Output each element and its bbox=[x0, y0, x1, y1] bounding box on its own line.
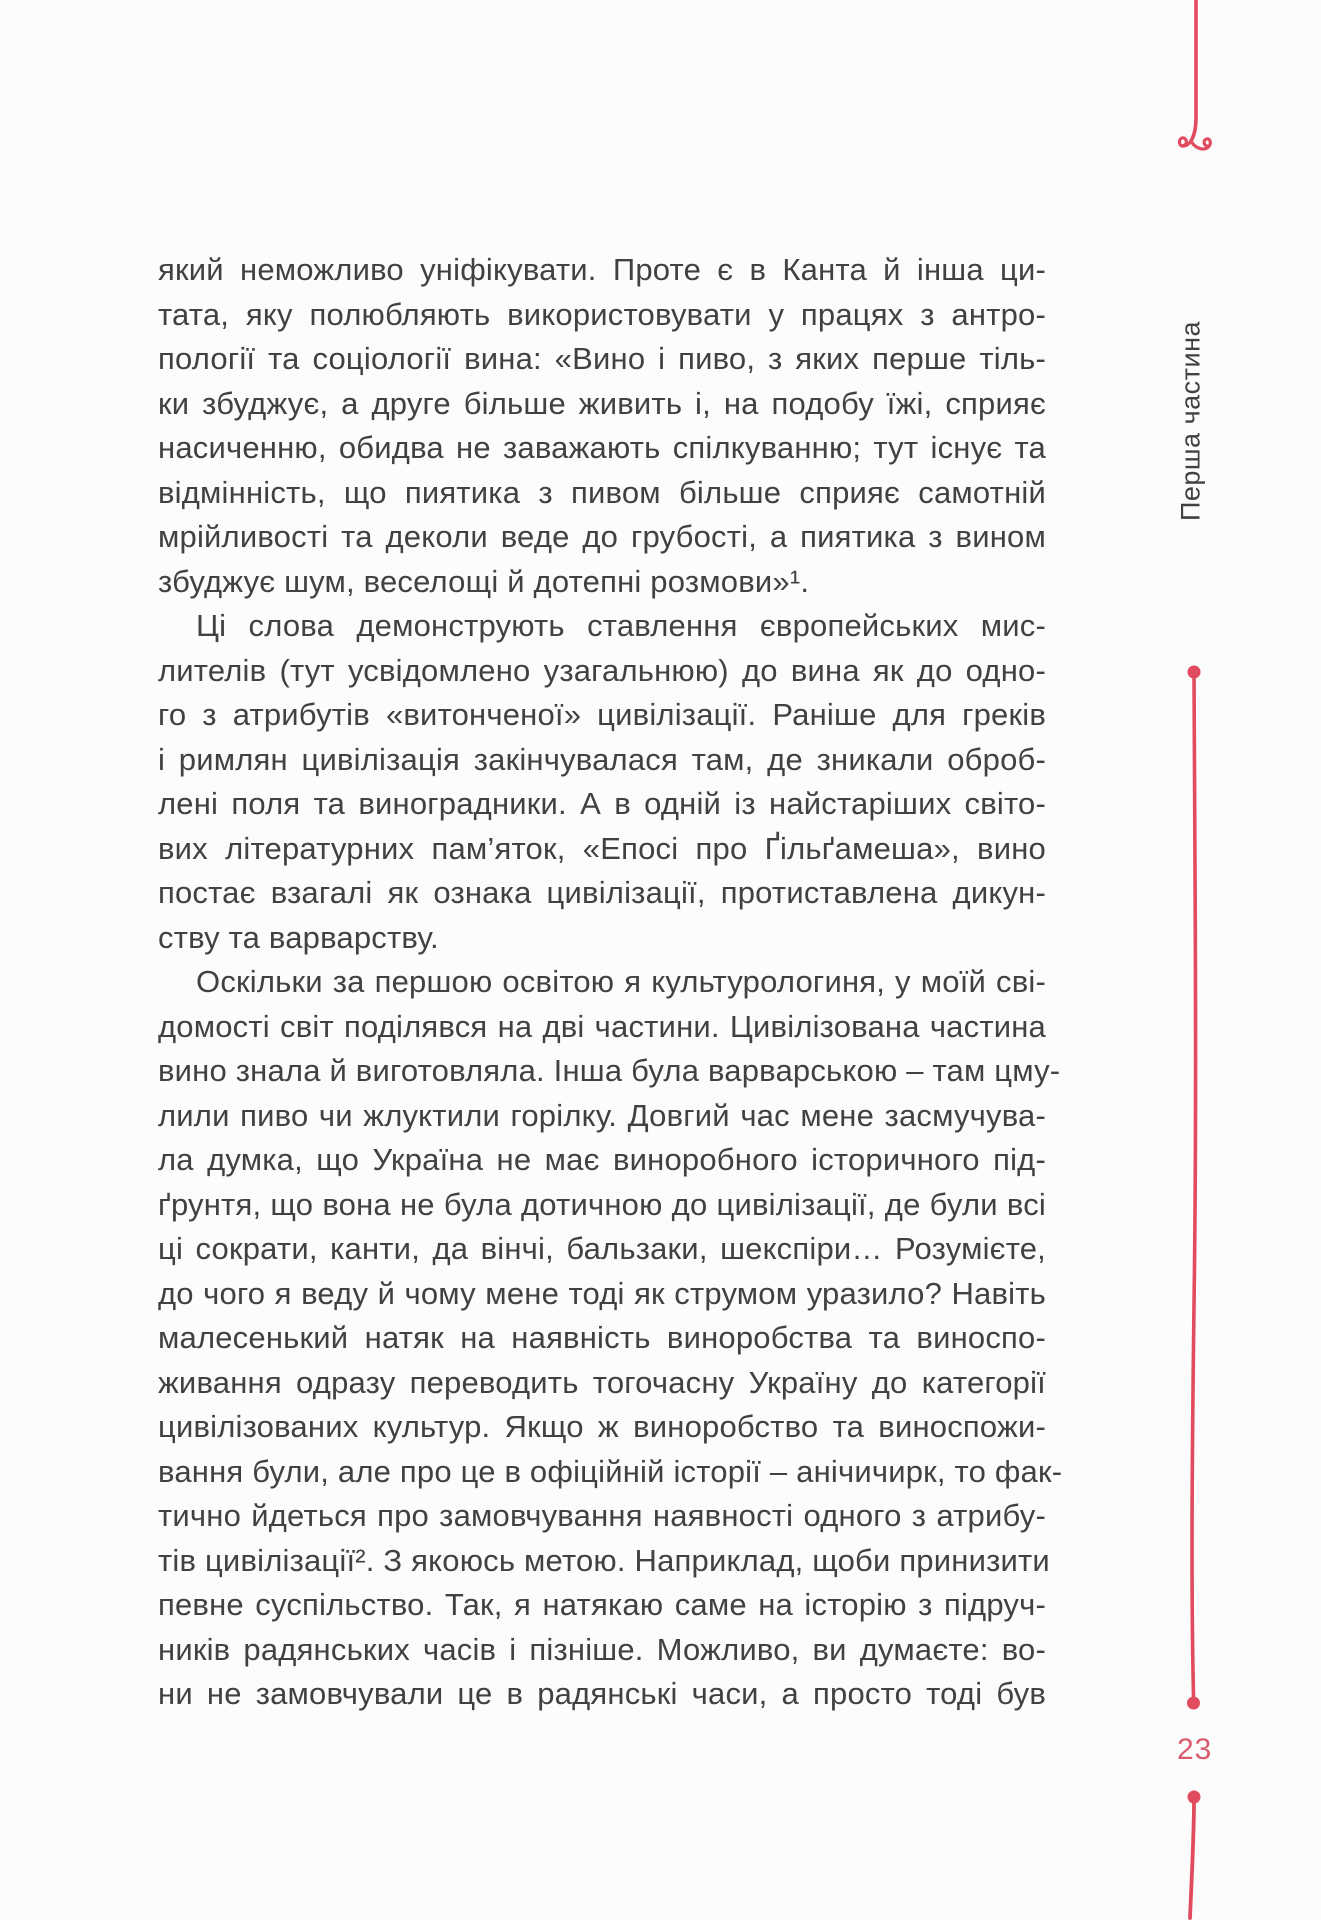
text-line: постає взагалі як ознака цивілізації, протиставлена дикун- bbox=[158, 875, 1046, 910]
text-line: відмінність, що пиятика з пивом більше сприяє самотній bbox=[158, 474, 1046, 510]
text-line: збуджує шум, веселощі й дотепні розмови»¹. bbox=[158, 563, 810, 599]
flourish-ornament-icon bbox=[1178, 0, 1218, 185]
text-line: і римлян цивілізація закінчувалася там, де зникали оброб- bbox=[158, 741, 1046, 777]
text-line: тично йдеться про замовчування наявності одного з атрибу- bbox=[158, 1498, 1046, 1533]
text-line: цивілізованих культур. Якщо ж виноробство та виноспожи- bbox=[158, 1409, 1046, 1444]
text-line: лені поля та виноградники. А в одній із найстаріших світо- bbox=[158, 786, 1046, 821]
text-line: Ці слова демонструють ставлення європейських мис- bbox=[196, 608, 1046, 643]
text-line: ґрунтя, що вона не була дотичною до цивілізації, де були всі bbox=[158, 1186, 1046, 1222]
body-text bbox=[158, 248, 1063, 1717]
text-line: тата, яку полюбляють використовувати у працях з антро- bbox=[158, 296, 1046, 332]
section-label: Перша частина bbox=[1175, 320, 1206, 522]
text-line: тів цивілізації². З якоюсь метою. Наприклад, щоби принизити bbox=[158, 1542, 1050, 1578]
text-line: вих літературних пам’яток, «Епосі про Ґільґамеша», вино bbox=[158, 830, 1046, 866]
text-line: малесенький натяк на наявність виноробства та виноспо- bbox=[158, 1320, 1046, 1355]
text-line: ці сократи, канти, да вінчі, бальзаки, шекспіри… Розумієте, bbox=[158, 1231, 1046, 1266]
text-line: певне суспільство. Так, я натякаю саме на історію з підруч- bbox=[158, 1587, 1046, 1622]
margin-rule-bottom-icon bbox=[1185, 1790, 1203, 1920]
page-number: 23 bbox=[1177, 1733, 1213, 1766]
text-line: насиченню, обидва не заважають спілкуванню; тут існує та bbox=[158, 430, 1046, 465]
margin-rule-middle-icon bbox=[1187, 665, 1203, 1710]
text-line: ки збуджує, а друге більше живить і, на подобу їжі, сприяє bbox=[158, 385, 1046, 421]
text-line: ла думка, що Україна не має виноробного історичного під- bbox=[158, 1142, 1046, 1177]
text-line: мрійливості та деколи веде до грубості, а пиятика з вином bbox=[158, 519, 1046, 554]
text-line: ни не замовчували це в радянські часи, а просто тоді був bbox=[158, 1676, 1046, 1711]
text-line: ників радянських часів і пізніше. Можливо, ви думаєте: во- bbox=[158, 1631, 1046, 1667]
text-line: вино знала й виготовляла. Інша була варварською – там цму- bbox=[158, 1053, 1061, 1088]
text-line: до чого я веду й чому мене тоді як струмом уразило? Навіть bbox=[158, 1275, 1046, 1311]
text-line: ству та варварству. bbox=[158, 919, 439, 955]
text-line: лили пиво чи жлуктили горілку. Довгий час мене засмучува- bbox=[158, 1097, 1046, 1133]
text-line: Оскільки за першою освітою я культурологиня, у моїй сві- bbox=[196, 964, 1046, 999]
text-line: го з атрибутів «витонченої» цивілізації. Раніше для греків bbox=[158, 697, 1046, 732]
text-line: вання були, але про це в офіційній історії – анічичирк, то фак- bbox=[158, 1453, 1063, 1489]
text-line: який неможливо уніфікувати. Проте є в Канта й інша ци- bbox=[158, 252, 1046, 287]
text-line: живання одразу переводить тогочасну Україну до категорії bbox=[158, 1364, 1046, 1400]
text-line: лителів (тут усвідомлено узагальнюю) до вина як до одно- bbox=[158, 652, 1046, 688]
text-line: пології та соціології вина: «Вино і пиво, з яких перше тіль- bbox=[158, 341, 1046, 376]
text-line: домості світ поділявся на дві частини. Цивілізована частина bbox=[158, 1008, 1046, 1044]
